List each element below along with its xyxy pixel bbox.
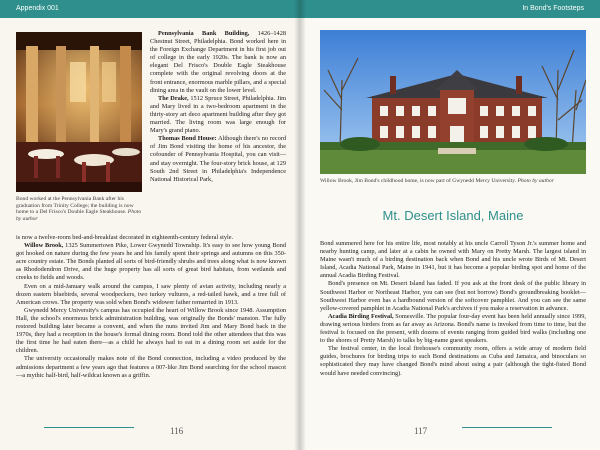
entry-thomas-bond-house (150, 135, 286, 184)
photo-credit: Photo by author (16, 209, 142, 222)
entry-pennsylvania-bank (150, 30, 286, 95)
right-page (300, 0, 600, 450)
paragraph-gwynedd-mercy (16, 307, 286, 356)
willow-brook-photo (320, 30, 586, 174)
entry-body: 1512 Spruce Street, Philadelphia. Jim and Mary lived in a two-bedroom apartment in the thirty-story art deco apartment building after they got married. The living room was large enough for Mary's grand piano. (150, 94, 286, 135)
entry-body: 1325 Summertown Pike, Lower Gwynedd Township. It's easy to see how young Bond got hooked on nature during the few years he and his family spent their springs and autumns on this 350-acre country estate. The Bonds planted all sorts of bird-friendly shrubs and trees along what is now known as Rhododendron Drive, and the huge property has all sorts of great bird habitats, from wetlands and creeks to fields and woods. (16, 242, 286, 282)
willow-brook-caption (320, 178, 586, 185)
full-width-text (16, 234, 286, 380)
sidebar-column-text (150, 30, 286, 184)
entry-heading: Thomas Bond House: (158, 135, 217, 143)
entry-acadia-birding-festival (320, 313, 586, 345)
running-head-text: Appendix 001 (16, 5, 59, 12)
page-number-left: 116 (170, 426, 184, 436)
running-head-right (300, 0, 600, 18)
entry-body: 1426–1428 Chestnut Street, Philadelphia. Bond worked here in the Foreign Exchange Department in his first job out of college in the early 1920s. The bank is now an elegant Del Frisco's Double Eagle Steakhouse complete with the original revolving doors at the front entrance, enormous marble pillars, and a special dining area in the vault on the lower level. (150, 30, 286, 94)
entry-the-drake (150, 95, 286, 135)
entry-body: Although there's no record of Jim Bond visiting the home of his ancestor, the cofounder of Pennsylvania Hospital, you can visit—and stay overnight. The four-story brick house, at 129 South 2nd Street in Philadelphia's Independence National Historical Park, (150, 135, 286, 183)
paragraph-body: is now a twelve-room bed-and-breakfast decorated in eighteenth-century federal style. (16, 234, 234, 241)
paragraph-continuation (16, 234, 286, 242)
bank-interior-photo (16, 32, 142, 192)
folio-rule (462, 427, 552, 428)
paragraph-body: Bond's presence on Mt. Desert Island has faded. If you ask at the front desk of the public library in Southwest Harbor or Northeast Harbor, you can see (but not borrow) Bond's groundbreaking booklet—Southwest Harbor even has a hardbound version of the softcover pamphlet. And you can see the same yellow-covered pamphlet in Acadia National Park's archives if you make a reservation in advance. (320, 280, 586, 312)
book-gutter (294, 0, 306, 450)
page-number-right: 117 (414, 426, 428, 436)
paragraph-body: Gwynedd Mercy University's campus has occupied the heart of Willow Brook since 1948. Assumption Hall, the school's enormous brick administration building, was originally the Bonds' mansion. The fully restored building later became a convent, and when the nuns invited Jim and Mary Bond back in the 1970s, they had a reception in the house's formal dining room. Bond told the other attendees that this was the first time he had eaten there—as a child he always had to eat in a dining room set aside for the children. (16, 306, 286, 355)
running-head-left (0, 0, 300, 18)
paragraph-festival-center (320, 345, 586, 377)
entry-body: Somesville. The popular four-day event has been held annually since 1999, drawing serious birders from as far away as Arizona. Bond's name is invoked from time to time, but the festival is focused on the present, with dozens of events ranging from guided bird walks (including one to the shores of Pretty Marsh) to talks by big-name guest speakers. (320, 312, 586, 345)
entry-heading: The Drake, (158, 94, 189, 102)
paragraph-body: Bond summered here for his entire life, most notably at his uncle Carroll Tyson Jr.'s summer home and nearby hunting camp, and later at a cabin he owned with Mary on Pretty Marsh. The largest island in Maine wasn't much of a birding destination back when Bond and his uncle wrote Birds of Mt. Desert Island, Acadia National Park, Maine in 1941, but it has become a popular birding spot and home of the annual Acadia Birding Festival. (320, 240, 586, 280)
paragraph-body: Even on a mid-January walk around the campus, I saw plenty of avian activity, including nearly a dozen eastern bluebirds, several woodpeckers, two turkey vultures, a red-tailed hawk, and a tree full of American crows. The property was sold when Bond's widower father remarried in 1913. (16, 282, 286, 306)
folio-rule (44, 427, 134, 428)
caption-text: Bond worked at the Pennsylvania Bank after his graduation from Trinity College; the building is now home to a Del Frisco's Double Eagle Steakhouse. (16, 196, 134, 216)
paragraph-body: The university occasionally makes note of the Bond connection, including a video produced by the admissions department a few years ago that features a 007-like Jim Bond searching for the school mascot—a mythic half-bird, half-wildcat known as a griffin. (16, 355, 286, 379)
paragraph-bond-presence (320, 280, 586, 312)
right-body-text (320, 240, 586, 378)
paragraph-university-video (16, 355, 286, 379)
caption-text: Willow Brook, Jim Bond's childhood home, is now part of Gwynedd Mercy University. (320, 178, 518, 184)
bank-photo-caption (16, 196, 142, 222)
section-title: Mt. Desert Island, Maine (382, 208, 524, 223)
paragraph-body: The festival center, in the local firehouse's community room, offers a wide array of modern field guides, brochures for birding trips to such Bond destinations as Cuba and Jamaica, and binoculars so sophisticated they may have changed Bond's mind about using a pair (although the tight-fisted Bond would have needed convincing). (320, 345, 586, 377)
entry-heading: Willow Brook, (24, 242, 64, 250)
paragraph-campus-walk (16, 283, 286, 307)
entry-heading: Acadia Birding Festival, (328, 312, 394, 320)
photo-credit: Photo by author (517, 178, 554, 184)
paragraph-mt-desert-intro (320, 240, 586, 280)
running-head-text: In Bond's Footsteps (522, 5, 584, 12)
entry-willow-brook (16, 242, 286, 282)
entry-heading: Pennsylvania Bank Building, (158, 30, 250, 37)
